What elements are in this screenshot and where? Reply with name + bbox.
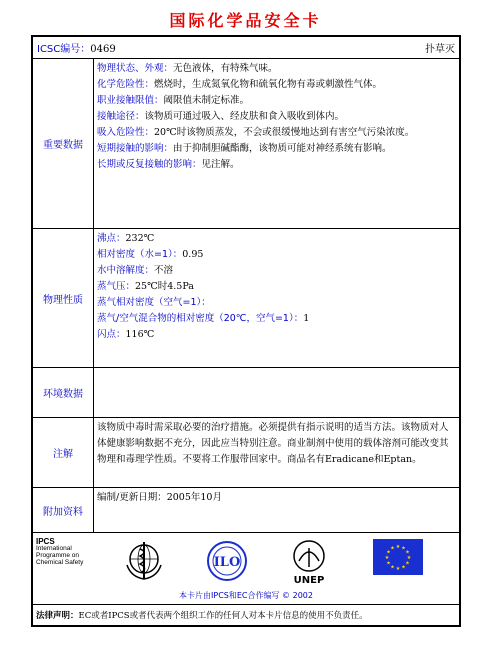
- eu-star-icon: ★: [386, 560, 391, 567]
- item-value: 116℃: [125, 329, 155, 340]
- item-key: 蒸气压：: [97, 281, 136, 292]
- physical-properties-content: [94, 229, 459, 367]
- header-row: [33, 37, 459, 59]
- eu-flag-icon: [373, 539, 423, 579]
- ipcs-logo-title: IPCS: [36, 537, 55, 546]
- important-data-content: [94, 59, 459, 228]
- important-item: [97, 61, 456, 77]
- notes-label: 注解: [33, 418, 94, 487]
- ilo-logo-icon: [205, 539, 249, 583]
- item-value: 见注解。: [201, 159, 240, 170]
- legal-notice-text: EC或者IPCS或者代表两个组织工作的任何人对本卡片信息的使用不负责任。: [78, 611, 368, 621]
- notes-section: [33, 418, 459, 488]
- unep-logo-icon: [287, 539, 331, 587]
- important-data-section: [33, 59, 459, 229]
- additional-info-content: 编制/更新日期：2005年10月: [97, 492, 222, 503]
- eu-star-icon: ★: [401, 545, 406, 552]
- legal-notice-row: [33, 605, 459, 625]
- environmental-data-section: [33, 368, 459, 418]
- unep-logo-text: UNEP: [293, 575, 325, 586]
- item-key: 蒸气相对密度（空气=1）：: [97, 297, 211, 308]
- eu-star-icon: ★: [390, 545, 395, 552]
- important-item: [97, 77, 456, 93]
- item-key: 长期或反复接触的影响：: [97, 159, 202, 170]
- chemical-name: 扑草灭: [425, 44, 455, 55]
- eu-star-icon: ★: [406, 555, 412, 561]
- environmental-data-label: 环境数据: [33, 368, 94, 417]
- important-item: [97, 109, 456, 125]
- item-key: 物理状态、外观：: [97, 63, 174, 74]
- physical-item: [97, 247, 456, 263]
- ipcs-logo-line: Programme on: [36, 552, 79, 559]
- important-item: [97, 93, 456, 109]
- item-value: 燃烧时，生成氮氧化物和硫氧化物有毒或刺激性气体。: [154, 79, 383, 90]
- item-value: 1: [303, 313, 310, 324]
- physical-properties-section: [33, 229, 459, 368]
- notes-content: 该物质中毒时需采取必要的治疗措施。必须提供有指示说明的适当方法。该物质对人体健康影响数据不充分，因此应当特别注意。商业制剂中使用的载体溶剂可能改变其物理和毒理学性质。不要将工作服带回家中。商品名有Eradicane和Eptan。: [97, 422, 449, 465]
- important-item: [97, 157, 456, 173]
- important-item: [97, 141, 456, 157]
- item-key: 水中溶解度：: [97, 265, 155, 276]
- eu-star-icon: ★: [390, 564, 395, 571]
- eu-star-icon: ★: [386, 549, 391, 556]
- important-data-label: 重要数据: [33, 59, 94, 228]
- item-value: 25℃时4.5Pa: [135, 281, 194, 292]
- environmental-data-content: [94, 368, 459, 417]
- card-credit: 本卡片由IPCS和EC合作编写 © 2002: [179, 591, 313, 600]
- item-key: 蒸气/空气混合物的相对密度（20℃，空气=1）：: [97, 313, 304, 324]
- icsc-number-value: 0469: [90, 44, 116, 55]
- eu-star-icon: ★: [384, 555, 390, 561]
- ipcs-logo-line: Chemical Safety: [36, 559, 84, 566]
- legal-notice-label: 法律声明：: [36, 611, 79, 621]
- physical-properties-label: 物理性质: [33, 229, 94, 367]
- physical-item: [97, 295, 456, 311]
- item-key: 化学危险性：: [97, 79, 155, 90]
- important-item: [97, 125, 456, 141]
- eu-star-icon: ★: [395, 544, 401, 550]
- item-value: 无色液体，有特殊气味。: [173, 63, 278, 74]
- item-key: 相对密度（水=1）：: [97, 249, 183, 260]
- card-table: [31, 35, 461, 627]
- item-value: 不溶: [154, 265, 174, 276]
- who-emblem-icon: [123, 539, 165, 583]
- physical-item: [97, 279, 456, 295]
- item-key: 沸点：: [97, 233, 126, 244]
- icsc-number: [37, 40, 116, 55]
- physical-item: [97, 327, 456, 343]
- item-key: 吸入危险性：: [97, 127, 155, 138]
- additional-info-section: [33, 488, 459, 533]
- physical-item: [97, 311, 456, 327]
- ipcs-logo-line: International: [36, 545, 72, 552]
- icsc-number-label: ICSC编号：: [37, 44, 91, 55]
- eu-star-icon: ★: [405, 549, 410, 556]
- item-value: 232℃: [125, 233, 155, 244]
- item-key: 短期接触的影响：: [97, 143, 174, 154]
- card-title: 国际化学品安全卡: [169, 11, 322, 30]
- item-key: 职业接触限值：: [97, 95, 164, 106]
- additional-info-label: 附加资料: [33, 488, 94, 532]
- eu-star-icon: ★: [405, 560, 410, 567]
- item-value: 20℃时该物质蒸发，不会或很缓慢地达到有害空气污染浓度。: [154, 127, 415, 138]
- item-key: 闪点：: [97, 329, 126, 340]
- item-value: 该物质可通过吸入、经皮肤和食入吸收到体内。: [144, 111, 345, 122]
- item-value: 阈限值未制定标准。: [163, 95, 250, 106]
- item-value: 0.95: [182, 249, 204, 260]
- ilo-logo-text: ILO: [213, 555, 241, 570]
- eu-star-icon: ★: [401, 564, 406, 571]
- eu-star-icon: ★: [395, 566, 401, 572]
- physical-item: [97, 231, 456, 247]
- physical-item: [97, 263, 456, 279]
- logos-row: [33, 533, 459, 605]
- item-value: 由于抑制胆碱酯酶，该物质可能对神经系统有影响。: [173, 143, 392, 154]
- ipcs-logo: [36, 538, 83, 566]
- item-key: 接触途径：: [97, 111, 145, 122]
